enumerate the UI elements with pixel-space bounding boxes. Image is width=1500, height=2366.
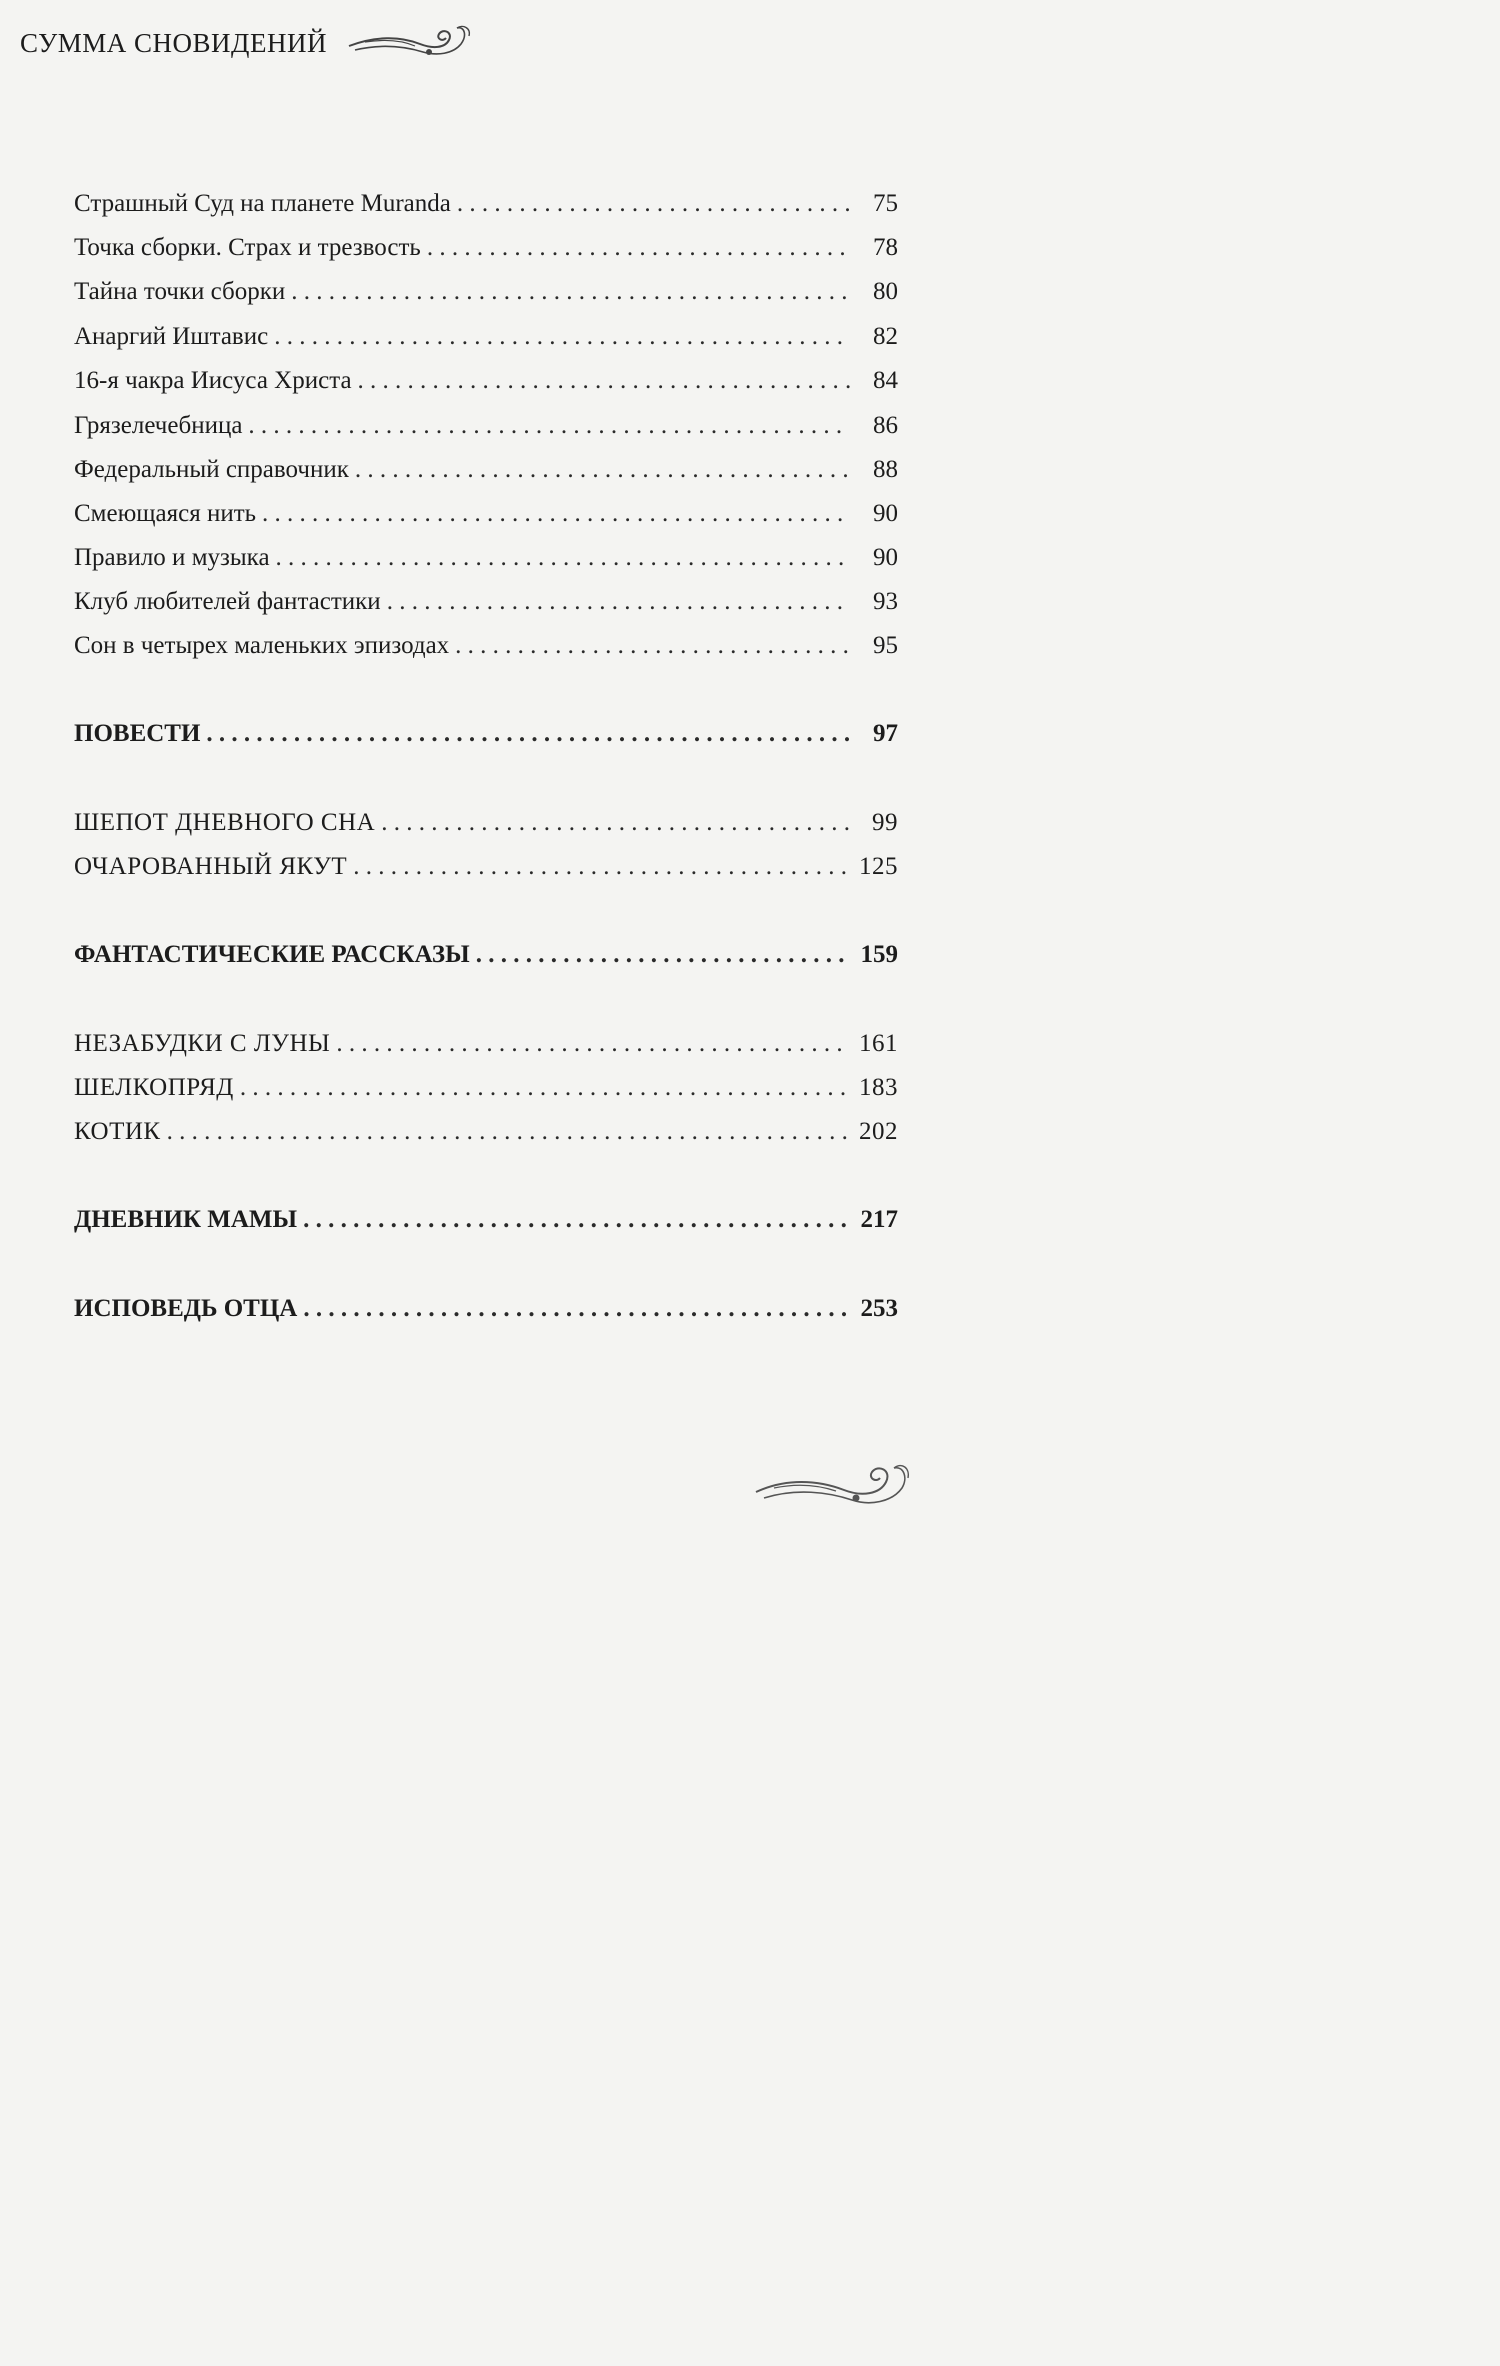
dot-leader (353, 853, 850, 881)
dot-leader (303, 1295, 850, 1323)
dot-leader (303, 1206, 850, 1234)
dot-leader (381, 809, 850, 837)
toc-entry (74, 190, 898, 218)
running-header: СУММА СНОВИДЕНИЙ (20, 28, 327, 58)
dot-leader (455, 632, 850, 660)
toc-entry (74, 1118, 898, 1146)
toc-entry (74, 234, 898, 262)
toc-entry-title: ШЕПОТ ДНЕВНОГО СНА (74, 809, 376, 836)
toc-section-page: 217 (860, 1206, 898, 1233)
toc-entry-title: Грязелечебница (74, 412, 243, 439)
toc-entry (74, 500, 898, 528)
toc-section (74, 1295, 898, 1323)
toc-entry-title: Федеральный справочник (74, 456, 349, 483)
toc-entry-title: ОЧАРОВАННЫЙ ЯКУТ (74, 853, 348, 880)
toc-entry-title: Клуб любителей фантастики (74, 588, 381, 615)
dot-leader (355, 456, 850, 484)
dot-leader (276, 544, 850, 572)
table-of-contents (0, 0, 993, 1568)
toc-entry-page: 82 (873, 323, 898, 350)
dot-leader (274, 323, 850, 351)
toc-entry (74, 1030, 898, 1058)
toc-entry-title: Страшный Суд на планете Muranda (74, 190, 451, 217)
dot-leader (476, 941, 850, 969)
toc-entry-title: Сон в четырех маленьких эпизодах (74, 632, 450, 659)
toc-entry (74, 588, 898, 616)
dot-leader (427, 234, 850, 262)
toc-entry (74, 278, 898, 306)
toc-entry (74, 632, 898, 660)
toc-entry-page: 90 (873, 544, 898, 571)
toc-entry-page: 78 (873, 234, 898, 261)
toc-section-title: ИСПОВЕДЬ ОТЦА (74, 1295, 298, 1322)
toc-section-title: ФАНТАСТИЧЕСКИЕ РАССКАЗЫ (74, 941, 470, 968)
toc-entry (74, 456, 898, 484)
toc-entry (74, 412, 898, 440)
toc-entry-page: 161 (859, 1030, 898, 1057)
toc-section-page: 253 (860, 1295, 898, 1322)
dot-leader (358, 367, 850, 395)
toc-entry-page: 84 (873, 367, 898, 394)
toc-entry (74, 853, 898, 881)
toc-entry-title: Анаргий Иштавис (74, 323, 269, 350)
dot-leader (240, 1074, 850, 1102)
toc-entry (74, 323, 898, 351)
toc-entry-title: Смеющаяся нить (74, 500, 257, 527)
toc-entry (74, 544, 898, 572)
dot-leader (206, 720, 850, 748)
toc-section (74, 720, 898, 748)
toc-entry-title: Правило и музыка (74, 544, 270, 571)
toc-entry (74, 1074, 898, 1102)
toc-entry-title: ШЕЛКОПРЯД (74, 1074, 234, 1101)
dot-leader (336, 1030, 850, 1058)
dot-leader (387, 588, 850, 616)
toc-entry-page: 183 (859, 1074, 898, 1101)
toc-section-title: ПОВЕСТИ (74, 720, 201, 747)
toc-section-page: 97 (873, 720, 898, 747)
toc-entry-page: 125 (859, 853, 898, 880)
toc-entry-title: Точка сборки. Страх и трезвость (74, 234, 421, 261)
flourish-ornament-icon (752, 1458, 912, 1518)
toc-entry-page: 90 (873, 500, 898, 527)
toc-entry-page: 93 (873, 588, 898, 615)
toc-section (74, 1206, 898, 1234)
toc-section (74, 941, 898, 969)
toc-entry-title: НЕЗАБУДКИ С ЛУНЫ (74, 1030, 331, 1057)
dot-leader (457, 190, 850, 218)
toc-entry-title: 16-я чакра Иисуса Христа (74, 367, 352, 394)
toc-entry-page: 95 (873, 632, 898, 659)
toc-entry-page: 75 (873, 190, 898, 217)
toc-entry-title: КОТИК (74, 1118, 161, 1145)
toc-entry (74, 367, 898, 395)
dot-leader (291, 278, 850, 306)
toc-entry-page: 99 (872, 809, 898, 836)
toc-section-title: ДНЕВНИК МАМЫ (74, 1206, 298, 1233)
toc-entry-title: Тайна точки сборки (74, 278, 286, 305)
dot-leader (167, 1118, 850, 1146)
toc-entry-page: 88 (873, 456, 898, 483)
toc-entry-page: 80 (873, 278, 898, 305)
toc-entry-page: 202 (859, 1118, 898, 1145)
toc-entry (74, 809, 898, 837)
dot-leader (262, 500, 850, 528)
dot-leader (248, 412, 850, 440)
toc-section-page: 159 (860, 941, 898, 968)
toc-entry-page: 86 (873, 412, 898, 439)
